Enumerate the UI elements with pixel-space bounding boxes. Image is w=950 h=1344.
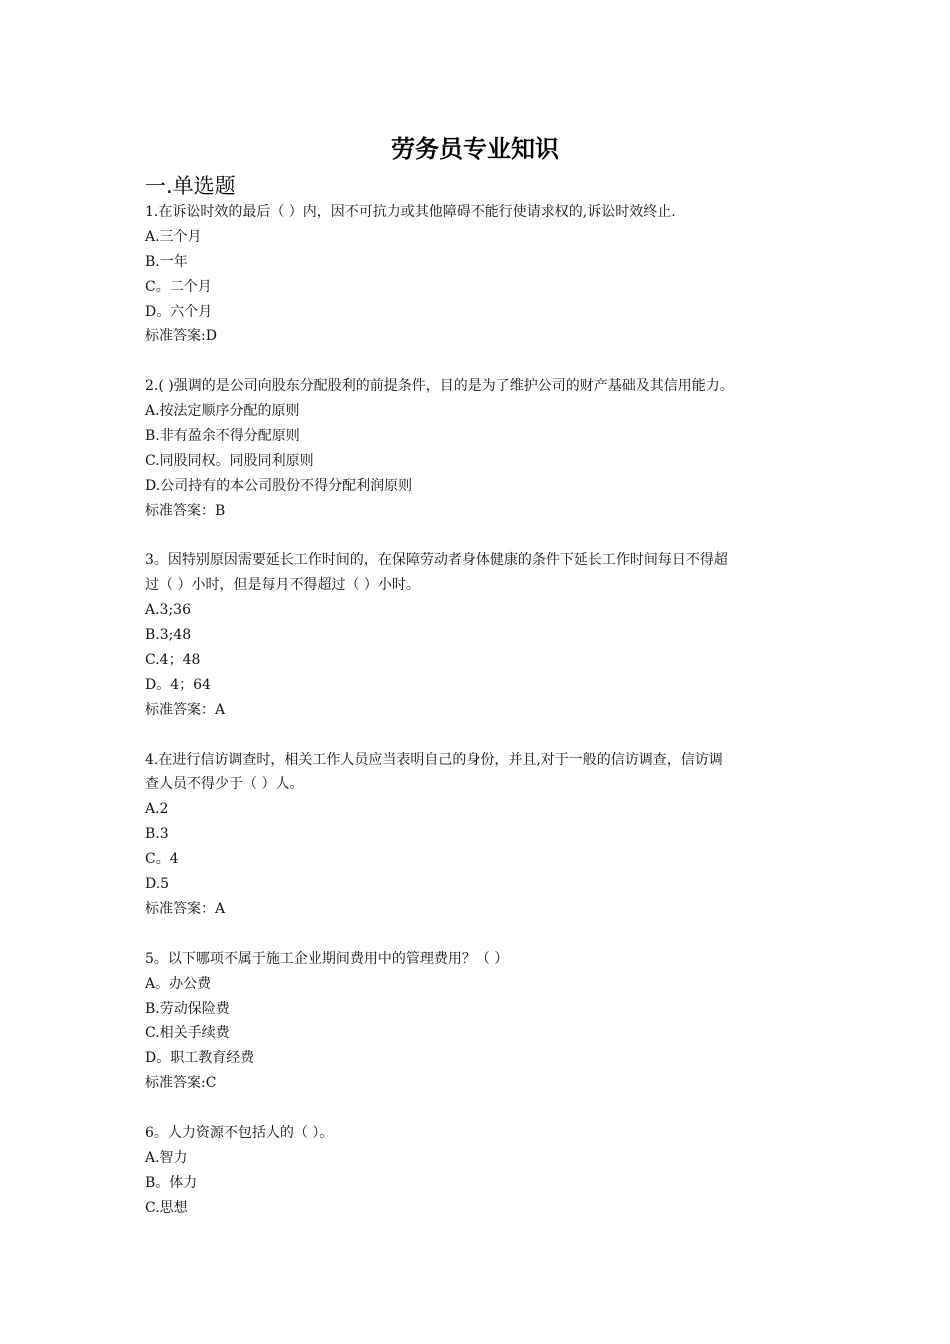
question-option: D.5 — [145, 876, 170, 893]
question-block — [145, 548, 825, 722]
question-block — [145, 1121, 825, 1221]
question-option: C.4；48 — [145, 652, 201, 669]
question-option: A.智力 — [145, 1149, 188, 1166]
question-spacer — [145, 1096, 825, 1121]
question-option: B.非有盈余不得分配原则 — [145, 428, 300, 445]
question-stem: 过（ ）小时，但是每月不得超过（ ）小时。 — [145, 577, 420, 594]
question-block — [145, 200, 825, 349]
question-option: C。二个月 — [145, 278, 212, 295]
question-option: D。4；64 — [145, 676, 211, 693]
question-list — [145, 200, 825, 1221]
question-option: C。4 — [145, 851, 179, 868]
question-option: B.劳动保险费 — [145, 1000, 230, 1017]
question-stem: 2.( )强调的是公司向股东分配股利的前提条件，目的是为了维护公司的财产基础及其信用能力。 — [145, 378, 734, 395]
question-answer: 标准答案:C — [145, 1075, 217, 1092]
question-stem: 6。人力资源不包括人的（ ）。 — [145, 1124, 334, 1141]
section-heading: 一.单选题 — [145, 174, 236, 198]
question-option: D。职工教育经费 — [145, 1050, 255, 1067]
question-option: C.思想 — [145, 1199, 188, 1216]
question-spacer — [145, 922, 825, 947]
question-stem: 1.在诉讼时效的最后（ ）内，因不可抗力或其他障碍不能行使请求权的,诉讼时效终止. — [145, 204, 676, 220]
question-stem: 4.在进行信访调查时，相关工作人员应当表明自己的身份，并且,对于一般的信访调查，信访调 — [145, 751, 723, 768]
question-spacer — [145, 723, 825, 748]
question-option: D.公司持有的本公司股份不得分配利润原则 — [145, 477, 413, 494]
question-option: C.同股同权。同股同利原则 — [145, 452, 314, 469]
question-option: A.3;36 — [145, 602, 191, 619]
question-block — [145, 748, 825, 922]
question-option: A.三个月 — [145, 228, 202, 245]
question-option: B.3 — [145, 826, 169, 843]
question-option: C.相关手续费 — [145, 1025, 230, 1042]
question-block — [145, 374, 825, 523]
question-stem: 查人员不得少于（ ）人。 — [145, 776, 304, 793]
question-answer: 标准答案：A — [145, 701, 226, 718]
question-option: A.按法定顺序分配的原则 — [145, 403, 300, 420]
question-option: A。办公费 — [145, 975, 212, 992]
question-answer: 标准答案：A — [145, 900, 226, 917]
question-stem: 5。以下哪项不属于施工企业期间费用中的管理费用？（ ） — [145, 950, 509, 967]
document-title: 劳务员专业知识 — [391, 135, 559, 163]
question-option: B.一年 — [145, 253, 188, 270]
question-option: D。六个月 — [145, 303, 213, 320]
question-spacer — [145, 524, 825, 549]
question-stem: 3。因特别原因需要延长工作时间的，在保障劳动者身体健康的条件下延长工作时间每日不得超 — [145, 552, 728, 569]
question-spacer — [145, 349, 825, 374]
question-answer: 标准答案:D — [145, 328, 217, 345]
question-option: A.2 — [145, 801, 169, 818]
question-answer: 标准答案：B — [145, 502, 226, 519]
question-option: B.3;48 — [145, 627, 192, 644]
question-block — [145, 947, 825, 1096]
question-option: B。体力 — [145, 1174, 198, 1191]
